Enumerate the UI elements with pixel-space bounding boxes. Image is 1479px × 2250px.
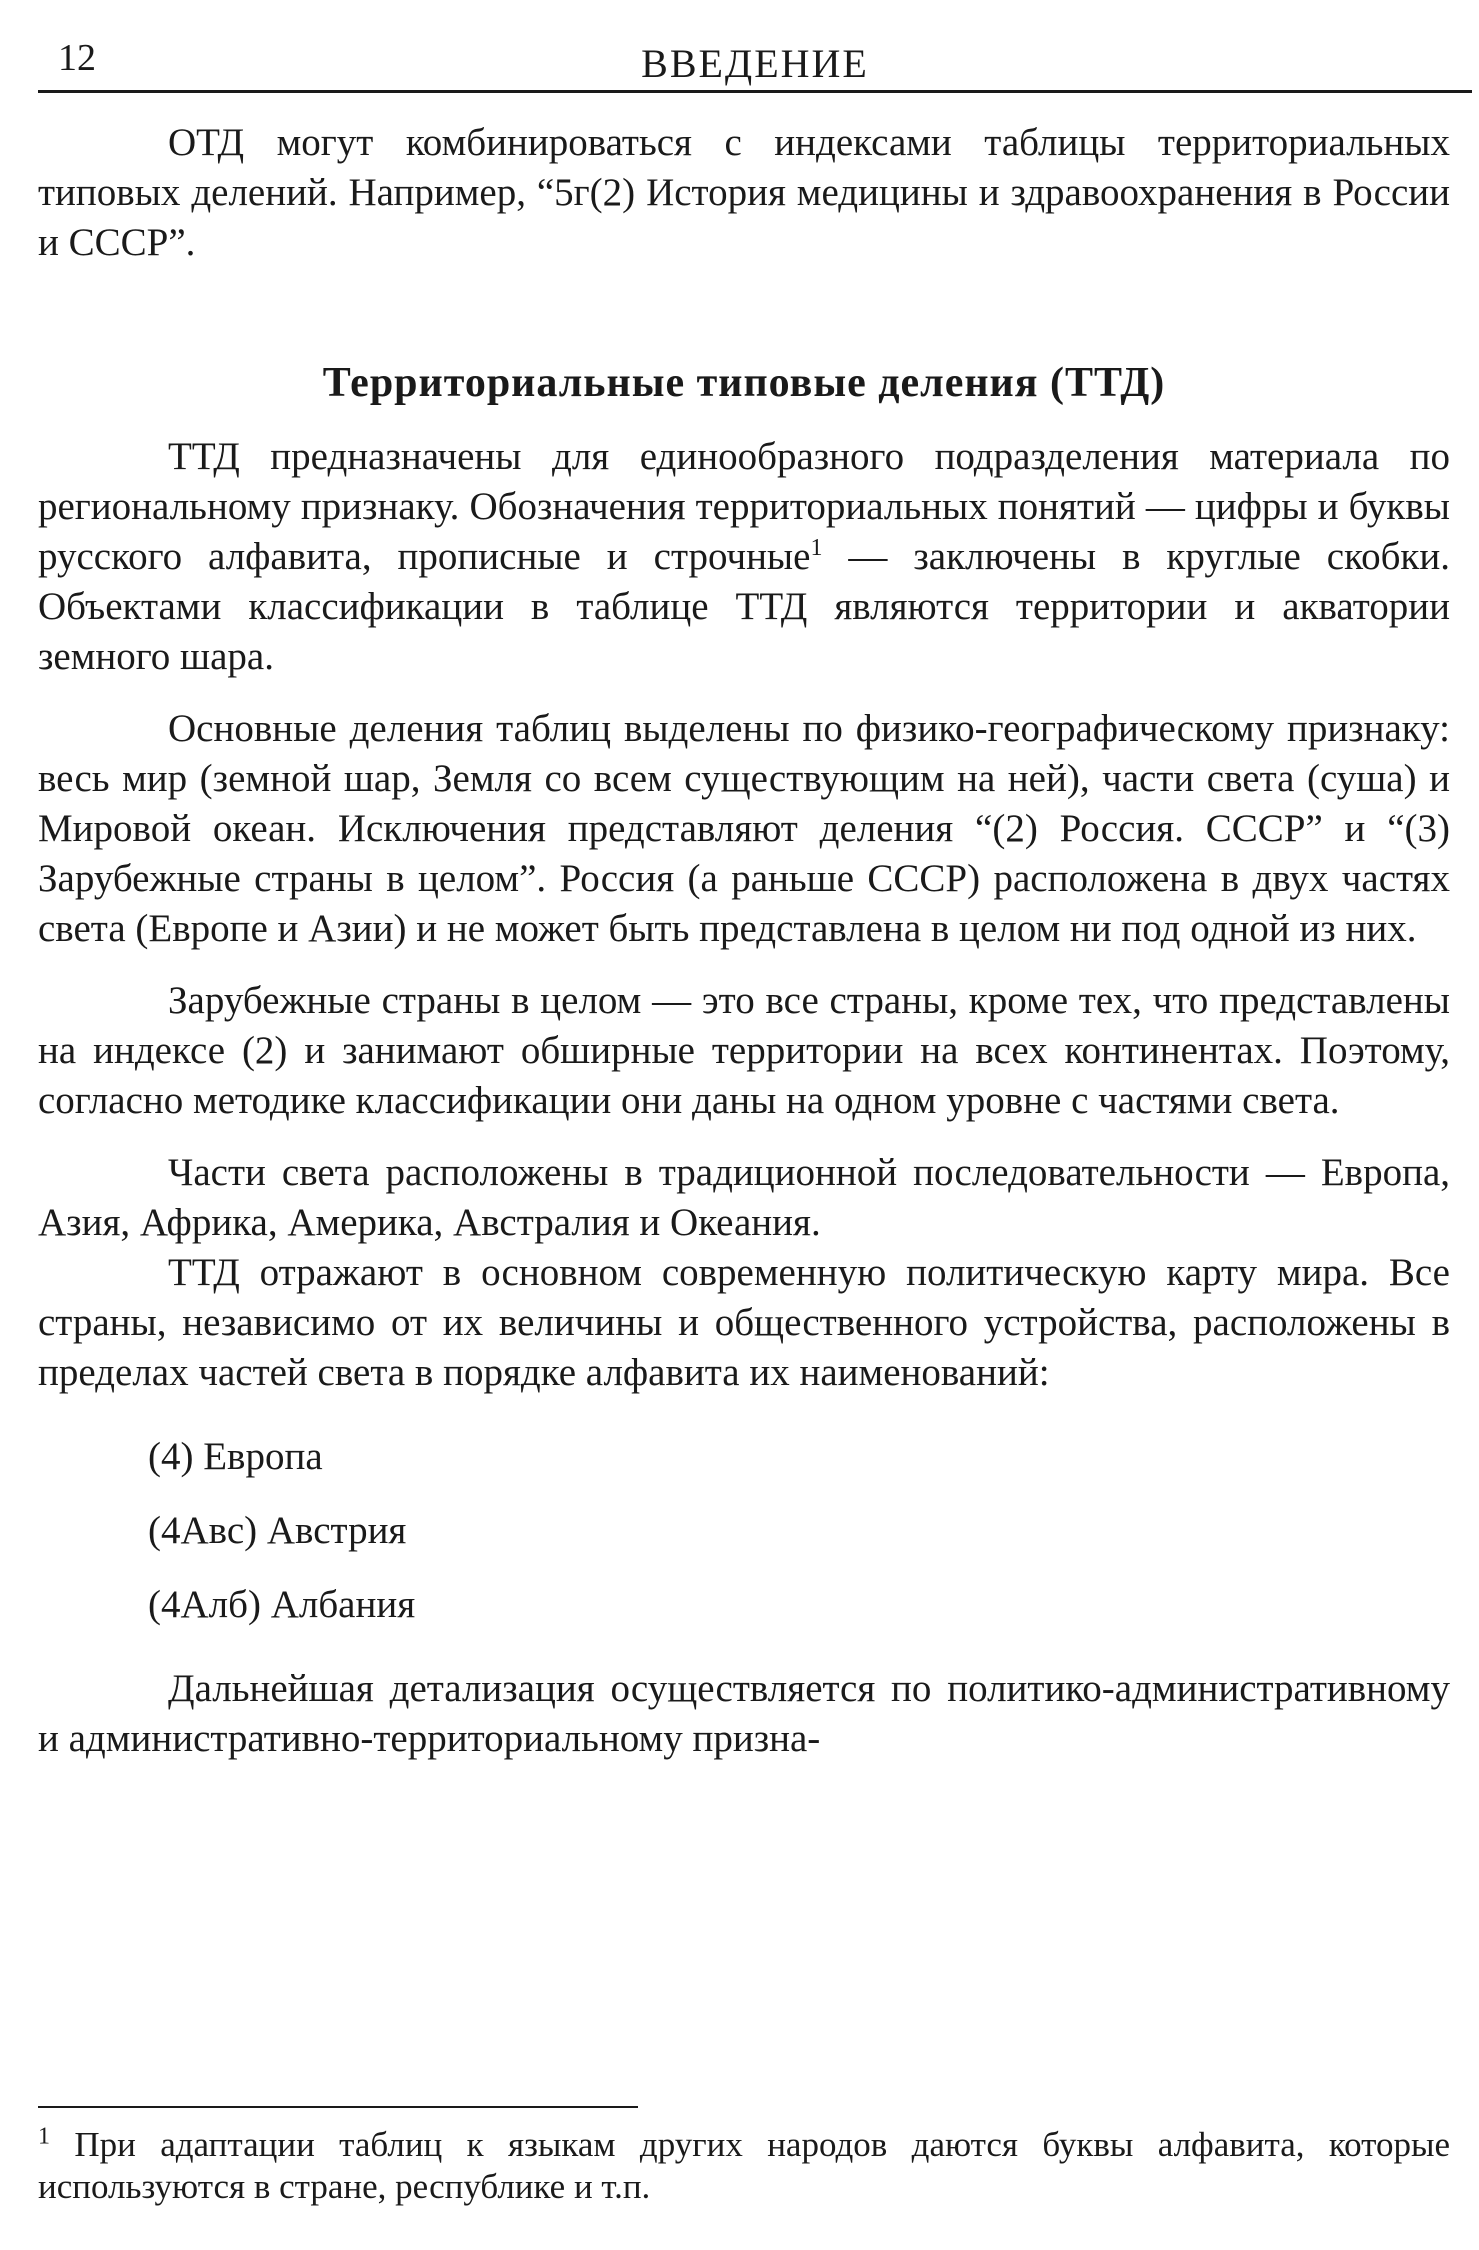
paragraph-ttd-purpose [38, 432, 1450, 682]
body-text [38, 118, 1450, 1764]
paragraph-foreign-countries: Зарубежные страны в целом — это все страны, кроме тех, что представлены на индексе (2) и занимают обширные территории на всех континентах. Поэтому, согласно методике классификации они даны на одном уровне с частями света. [38, 979, 1450, 1122]
paragraph-detailing: Дальнейшая детализация осуществляется по политико-административному и административно-территориальному призна- [38, 1667, 1450, 1760]
paragraph-text: — заключены в круглые скобки. Объектами классификации в таблице ТТД являются территории и акватории земного шара. [38, 535, 1450, 678]
paragraph-political-map: ТТД отражают в основном современную политическую карту мира. Все страны, независимо от их величины и общественного устройства, расположены в пределах частей света в порядке алфавита их наименований: [38, 1251, 1450, 1394]
list-item: (4Алб) Албания [148, 1583, 416, 1626]
paragraph-parts-of-world: Части света расположены в традиционной последовательности — Европа, Азия, Африка, Америка, Австралия и Океания. [38, 1151, 1450, 1244]
chapter-title: ВВЕДЕНИЕ [641, 41, 869, 86]
section-heading: Территориальные типовые деления (ТТД) [322, 360, 1166, 406]
list-item: (4) Европа [148, 1435, 323, 1478]
paragraph-text: ТТД предназначены для единообразного подразделения материала по региональному признаку. Обозначения территориальных понятий — цифры и буквы русского алфавита, прописные и строчные [38, 435, 1450, 578]
footnote-reference: 1 [810, 535, 823, 561]
page-number: 12 [58, 37, 96, 79]
paragraph-main-divisions: Основные деления таблиц выделены по физико-географическому признаку: весь мир (земной шар, Земля со всем существующим на ней), части света (суша) и Мировой океан. Исключения представляют деления “(2) Россия. СССР” и “(3) Зарубежные страны в целом”. Россия (а раньше СССР) расположена в двух частях света (Европе и Азии) и не может быть представлена в целом ни под одной из них. [38, 707, 1450, 950]
footnote-marker: 1 [38, 2123, 50, 2150]
running-head [40, 30, 1470, 86]
footnote-divider [38, 2106, 638, 2108]
header-divider [38, 90, 1472, 93]
footnote [38, 2124, 1450, 2208]
spacer [38, 1126, 1450, 1148]
paragraph-otd-combination: ОТД могут комбинироваться с индексами таблицы территориальных типовых делений. Например, “5г(2) История медицины и здравоохранения в России и СССР”. [38, 121, 1450, 264]
spacer [38, 1398, 1450, 1420]
spacer [38, 268, 1450, 356]
list-item: (4Авс) Австрия [148, 1509, 407, 1552]
spacer [38, 682, 1450, 704]
spacer [38, 954, 1450, 976]
footnote-text: При адаптации таблиц к языкам других народов даются буквы алфавита, которые используются в стране, республике и т.п. [38, 2125, 1451, 2206]
spacer [38, 410, 1450, 432]
spacer [38, 1642, 1450, 1664]
